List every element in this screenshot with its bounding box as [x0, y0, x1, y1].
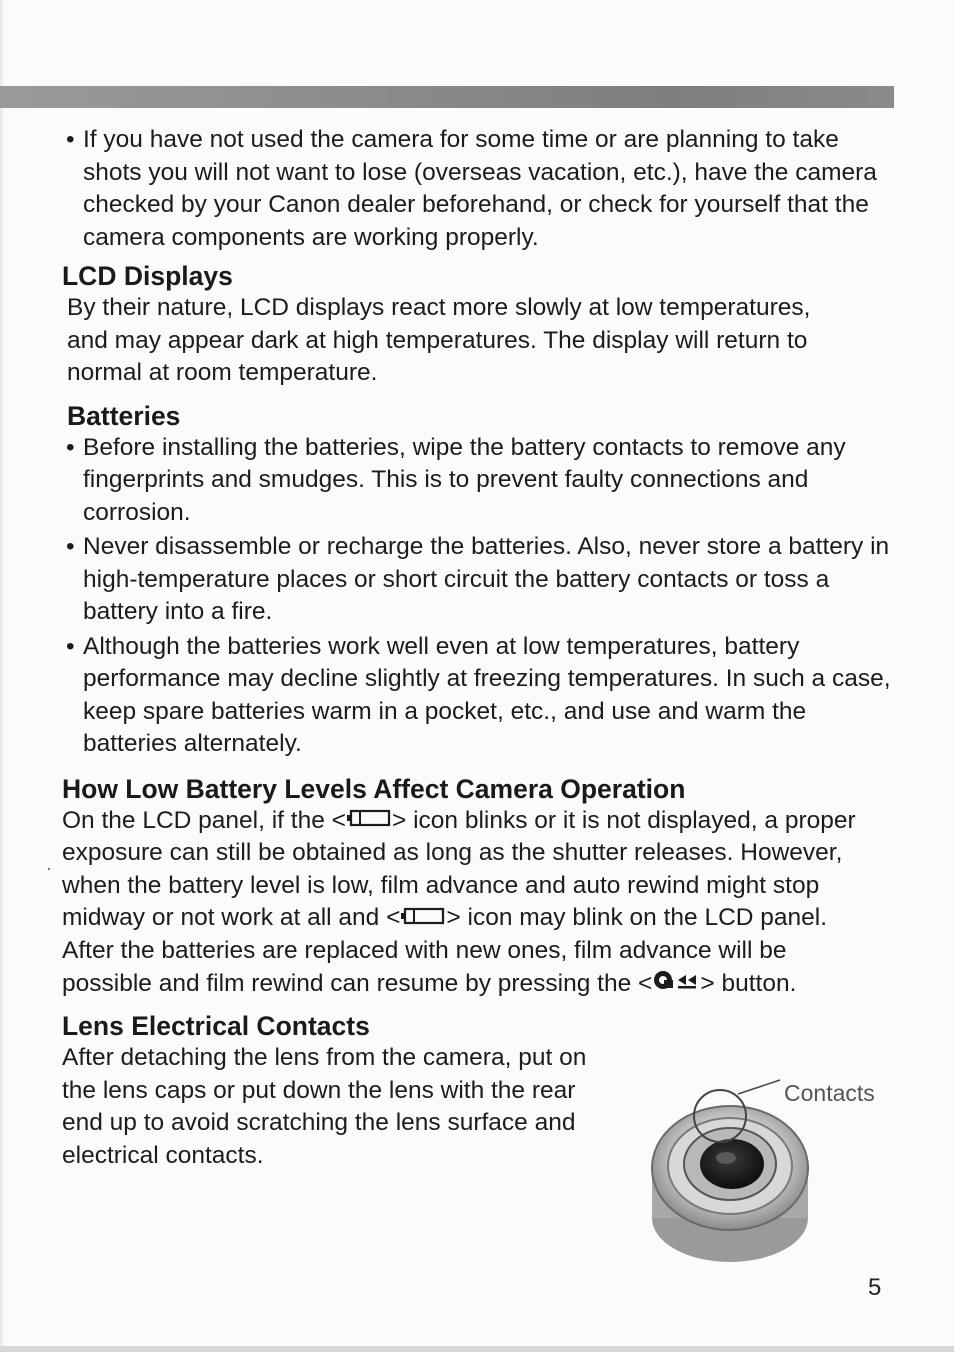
batteries-heading: Batteries — [67, 400, 181, 431]
battery-bullet-3 — [62, 631, 892, 761]
battery-icon — [400, 903, 446, 936]
bullet-dot: • — [66, 632, 75, 660]
battery-bullet-text: Although the batteries work well even at low temperatures, battery performance may decline slightly at freezing temperatures. In such a case, keep spare batteries warm in a pocket, etc., and use and warm the batteries alternately. — [83, 632, 891, 757]
battery-bullet-text: Before installing the batteries, wipe the battery contacts to remove any fingerprints and smudges. This is to prevent faulty connections and corrosion. — [83, 433, 846, 526]
intro-bullet — [62, 124, 892, 254]
battery-bullet-2 — [62, 531, 892, 629]
low-battery-body — [62, 805, 882, 1001]
low-battery-text-3: > icon may blink on the LCD panel. After the batteries are replaced with new ones, film advance will be possible and film rewind can resume by pressing the < — [62, 904, 828, 997]
page-number: 5 — [868, 1274, 882, 1301]
page-content — [62, 124, 892, 1172]
page-bottom-edge — [0, 1346, 954, 1352]
intro-text: If you have not used the camera for some time or are planning to take shots you will not want to lose (overseas vacation, etc.), have the camera checked by your Canon dealer beforehand, or check for yourself that the camera components are working properly. — [83, 126, 877, 251]
low-battery-text-4: > button. — [700, 969, 797, 997]
battery-icon — [346, 805, 392, 838]
battery-bullet-text: Never disassemble or recharge the batteries. Also, never store a battery in high-temperature places or short circuit the battery contacts or toss a battery into a fire. — [83, 533, 890, 625]
low-battery-heading: How Low Battery Levels Affect Camera Operation — [62, 773, 686, 804]
page-edge — [0, 0, 3, 1352]
lcd-heading: LCD Displays — [62, 261, 233, 291]
contacts-label: Contacts — [784, 1080, 875, 1106]
low-battery-text-2: > icon blinks or it is not displayed, a proper exposure can still be obtained as long as the shutter releases. However, when the battery level is low, film advance and auto rewind might stop midway or not work at all and < — [62, 806, 856, 932]
lcd-body: By their nature, LCD displays react more slowly at low temperatures, and may appear dark at high temperatures. The display will return to normal at room temperature. — [67, 294, 811, 386]
stray-mark: · — [46, 858, 52, 878]
header-bar — [0, 86, 894, 108]
lens-body: After detaching the lens from the camera, put on the lens caps or put down the lens with the rear end up to avoid scratching the lens surface and electrical contacts. — [62, 1044, 587, 1169]
low-battery-text-1: On the LCD panel, if the < — [62, 806, 346, 834]
bullet-dot: • — [66, 126, 75, 153]
battery-bullet-1 — [62, 432, 892, 530]
bullet-dot: • — [66, 533, 75, 560]
bullet-dot: • — [66, 433, 75, 461]
lens-heading: Lens Electrical Contacts — [62, 1011, 370, 1042]
film-rewind-icon — [652, 968, 700, 1001]
